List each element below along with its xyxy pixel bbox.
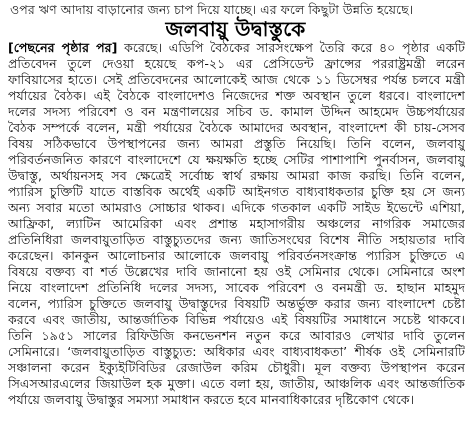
continuation-tag: [পেছনের পৃষ্ঠার পর] <box>8 40 118 55</box>
body-line: ফাবিয়াসের হাতে। সেই প্রতিবেদনের আলোকেই আজ থেকে ১১ ডিসেম্বর পর্যন্ত চলবে মন্ত্রী <box>8 72 465 87</box>
body-line: সেমিনারে। ‘জলবায়ুতাড়িত বাস্তুচ্যুত: অধিকার এবং বাধ্যবাধকতা’ শীর্ষক ওই সেমিনারটি <box>8 344 465 359</box>
body-line: প্রতিবেদন তুলে দেওয়া হয়েছে কপ-২১ এর প্রেসিডেন্ট ফ্রান্সের পররাষ্ট্রমন্ত্রী লরেন <box>8 56 465 71</box>
body-line: তিনি ১৯৫১ সালের রিফিউজি কনভেনশন নতুন করে আবারও লেখার দাবি তুলেন <box>8 328 465 343</box>
body-line: প্রতিনিধিরা জলবায়ুতাড়িত বাস্তুচ্যুতদের জন্য জাতিসংঘের বিশেষ নীতি সহায়তার দাবি <box>8 232 465 247</box>
body-line: সিএসআরএলের জিয়াউল হক মুক্তা। এতে বলা হয়, জাতীয়, আঞ্চলিক এবং আন্তর্জাতিক <box>8 376 465 391</box>
body-line: করবে এবং জাতীয়, আন্তর্জাতিক বিভিন্ন পর্যায়েও এই বিষয়টির সমাধানে সচেষ্ট থাকবে। <box>8 312 465 327</box>
body-line: পরিবর্তনজনিত কারণে বাংলাদেশে যে ক্ষয়ক্ষতি হচ্ছে সেটির পাশাপাশি পুনর্বাসন, জলবায়ু <box>8 152 465 167</box>
body-line: বিষয়ে বক্তব্য বা শর্ত উল্লেখের দাবি জানানো হয় ওই সেমিনার থেকে। সেমিনারে অংশ <box>8 264 465 279</box>
body-line: [পেছনের পৃষ্ঠার পর] করেছে। এডিপি বৈঠকের সারসংক্ষেপ তৈরি করে ৪০ পৃষ্ঠার একটি <box>8 40 465 55</box>
article-headline: জলবায়ু উদ্বাস্তুকে <box>165 17 306 41</box>
body-line: প্যারিস চুক্তিটি যাতে বাস্তবিক অর্থেই একটি আইনগত বাধ্যবাধকতার চুক্তি হয় সে জন্য <box>8 184 465 199</box>
body-line: নিয়ে বাংলাদেশ প্রতিনিধি দলের সদস্য, সাবেক পরিবেশ ও বনমন্ত্রী ড. হাছান মাহমুদ <box>8 280 465 295</box>
body-line: পর্যায়ে জলবায়ু উদ্বাস্তুর সমস্যা সমাধান করতে হবে মানবাধিকারের দৃষ্টিকোণ থেকে। <box>8 392 415 407</box>
body-line: বিষয় সঠিকভাবে উপস্থাপনের জন্য আমরা প্রস্তুতি নিয়েছি। তিনি বলেন, জলবায়ু <box>8 136 465 151</box>
body-line: বৈঠক সম্পর্কে বলেন, মন্ত্রী পর্যায়ের বৈঠকে আমাদের অবস্থান, বাংলাদেশ কী চায়-সেসব <box>8 120 465 135</box>
body-line: অন্য সবার মতো আমরাও সোচ্চার থাকব। এদিকে গতকাল একটি সাইড ইভেন্টে এশিয়া, <box>8 200 465 215</box>
body-line: দলের সদস্য পরিবেশ ও বন মন্ত্রণালয়ের সচিব ড. কামাল উদ্দিন আহমেদ উচ্চপর্যায়ের <box>8 104 465 119</box>
body-line: বলেন, প্যারিস চুক্তিতে জলবায়ু উদ্বাস্তুদের বিষয়টি অন্তর্ভুক্ত করার জন্য বাংলাদেশ চেষ্টা <box>8 296 465 311</box>
previous-article-tail: ওপর ঋণ আদায় বাড়ানোর জন্য চাপ দিয়ে যাচ্ছে। এর ফলে কিছুটা উন্নতি হয়েছে। <box>10 2 414 17</box>
body-line: আফ্রিকা, ল্যাটিন আমেরিকা এবং প্রশান্ত মহাসাগরীয় অঞ্চলের নাগরিক সমাজের <box>8 216 465 231</box>
body-line: সঞ্চালনা করেন ইক্যুইটিবিডির রেজাউল করিম চৌধুরী। মূল বক্তব্য উপস্থাপন করেন <box>8 360 465 375</box>
body-line: পর্যায়ের বৈঠক। এই বৈঠকে বাংলাদেশও নিজেদের শক্ত অবস্থান তুলে ধরবে। বাংলাদেশ <box>8 88 465 103</box>
body-line: উদ্বাস্তু, অর্থায়নসহ সব ক্ষেত্রেই সর্বোচ্চ স্বার্থ রক্ষায় আমরা কাজ করছি। তিনি বলেন, <box>8 168 465 183</box>
body-line: করেছেন। কানকুন আলোচনার আলোকে জলবায়ু পরিবর্তনসংক্রান্ত প্যারিস চুক্তিতে এ <box>8 248 465 263</box>
